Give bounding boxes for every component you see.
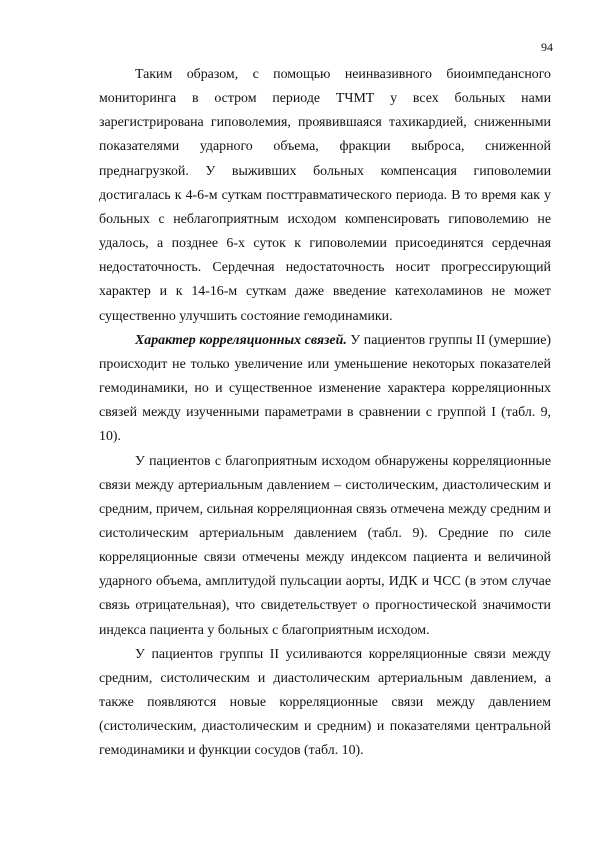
page-number: 94 bbox=[541, 40, 553, 54]
paragraph-text: У пациентов группы II (умершие) происходит не только увеличение или уменьшение некоторых показателей гемодинамики, но и существенное изменение характера корреляционных связей между изученными параметрами в сравнении с группой I (табл. 9, 10). bbox=[99, 332, 551, 445]
paragraph-group-two: У пациентов группы II усиливаются корреляционные связи между средним, систолическим и диастолическим артериальным давлением, а также появляются новые корреляционные связи между давлением (систолическим, диастолическим и средним) и показателями центральной гемодинамики и функции сосудов (табл. 10). bbox=[99, 646, 551, 759]
document-body bbox=[99, 63, 551, 764]
paragraph-favorable-outcome: У пациентов с благоприятным исходом обнаружены корреляционные связи между артериальным давлением – систолическим, диастолическим и средним, причем, сильная корреляционная связь отмечена между средним и систолическим артериальным давлением (табл. 9). Средние по силе корреляционные связи отмечены между индексом пациента и величиной ударного объема, амплитудой пульсации аорты, ИДК и ЧСС (в этом случае связь отрицательная), что свидетельствует о прогностической значимости индекса пациента у больных с благоприятным исходом. bbox=[99, 453, 551, 638]
paragraph-correlation-character bbox=[99, 329, 551, 450]
run-in-heading: Характер корреляционных связей. bbox=[135, 332, 347, 348]
paragraph-hypovolemia-summary: Таким образом, с помощью неинвазивного биоимпедансного мониторинга в остром периоде ТЧМТ у всех больных нами зарегистрирована гиповолемия, проявившаяся тахикардией, сниженными показателями ударного объема, фракции выброса, сниженной преднагрузкой. У выживших больных компенсация гиповолемии достигалась к 4-6-м суткам посттравматического периода. В то время как у больных с неблагоприятным исходом компенсировать гиповолемию не удалось, а позднее 6-х суток к гиповолемии присоединятся сердечная недостаточность. Сердечная недостаточность носит прогрессирующий характер и к 14-16-м суткам даже введение катехоламинов не может существенно улучшить состояние гемодинамики. bbox=[99, 67, 551, 324]
